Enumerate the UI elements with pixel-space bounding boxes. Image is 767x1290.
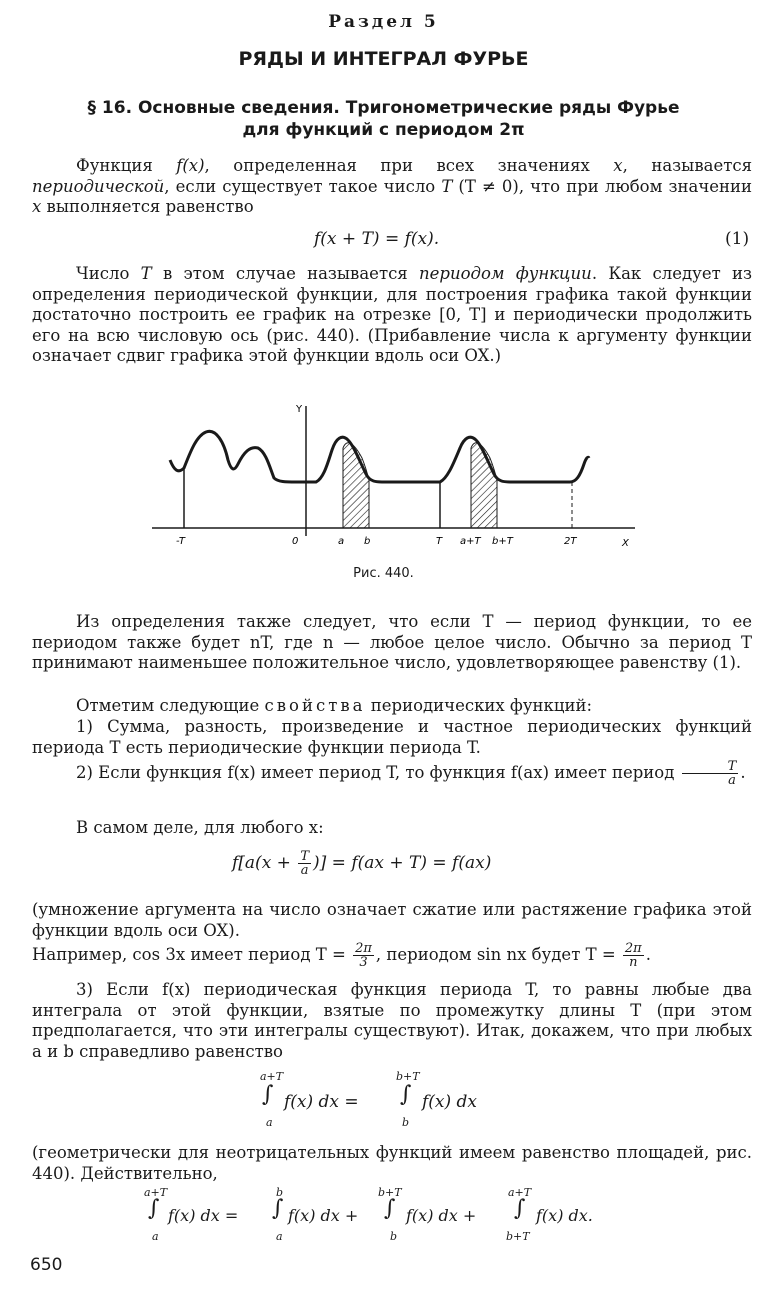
equation-1: f(x + T) = f(x). [314, 229, 440, 249]
property-3: 3) Если f(x) периодическая функция периода T, то равны любые два интеграла от этой функции, взятые по промежутку длины T (при этом предполагается, что эти интегралы существуют). Итак, докажем, что при любых a и b справедливо равенство [32, 980, 752, 1061]
definition-paragraph: Функция f(x), определенная при всех значениях x, называется периодической, если существует такое число T (T ≠ 0), что при любом значении x выполняется равенство [32, 156, 752, 216]
page-number: 650 [30, 1255, 63, 1275]
figure-440 [140, 398, 640, 573]
tick-label: T [436, 536, 443, 547]
term-periodic: периодической [32, 176, 165, 196]
equation-1-number: (1) [725, 229, 750, 249]
equation-2: f[a(x + $\frac{T}{a}$ )] = f(ax + T) = f(ax) [232, 849, 492, 878]
figure-caption: Рис. 440. [353, 566, 414, 581]
property-2: 2) Если функция f(x) имеет период T, то функция f(ax) имеет период $\frac{T}{a}$ . [76, 759, 746, 788]
part-title: РЯДЫ И ИНТЕГРАЛ ФУРЬЕ [238, 48, 529, 70]
term-period: периодом функции [418, 264, 592, 283]
property-1: 1) Сумма, разность, произведение и частное периодических функций периода T есть периодические функции периода T. [32, 717, 752, 757]
period-paragraph: Число T в этом случае называется периодом функции. Как следует из определения периодической функции, для построения графика такой функции достаточно построить ее график на отрезке [0, T] и периодически продолжить его на всю числовую ось (рис. 440). (Прибавление числа к аргументу функции означает сдвиг графика этой функции вдоль оси OX.) [32, 264, 752, 365]
equation-4: a+T ∫ a f(x) dx = b ∫ a f(x) dx + b+T ∫ b f(x) dx + a+T ∫ b+T f(x) dx. [144, 1186, 593, 1243]
tick-label: a+T [460, 536, 481, 547]
x-axis-label: X [622, 538, 629, 549]
equation-3: a+T ∫ a f(x) dx = b+T ∫ b f(x) dx [260, 1070, 478, 1129]
tick-label: b+T [492, 536, 513, 547]
section-heading: Раздел 5 [328, 12, 439, 32]
tick-label: -T [176, 536, 185, 547]
example-paragraph: Например, cos 3x имеет период T = $\frac{2\pi}{3}$ , периодом sin nx будет T = $\frac{2\pi}{n}$ . [32, 941, 651, 970]
tick-label: b [364, 536, 371, 547]
paragraph-title-line1: § 16. Основные сведения. Тригонометрические ряды Фурье [87, 98, 680, 118]
properties-intro: Отметим следующие свойства периодических функций: [76, 696, 593, 715]
function-curve [170, 431, 589, 482]
scaling-remark: (умножение аргумента на число означает сжатие или растяжение графика этой функции вдоль оси OX). [32, 900, 752, 940]
y-axis-label: Y [296, 404, 303, 415]
paragraph-title-line2: для функций с периодом 2π [242, 120, 525, 140]
tick-label: 0 [292, 536, 299, 547]
tick-label: 2T [564, 536, 577, 547]
period-multiple-paragraph: Из определения также следует, что если T — период функции, то ее периодом также будет nT, где n — любое целое число. Обычно за период T принимают наименьшее положительное число, удовлетворяющее равенству (1). [32, 612, 752, 672]
geometric-remark: (геометрически для неотрицательных функций имеем равенство площадей, рис. 440). Действительно, [32, 1143, 752, 1183]
tick-label: a [338, 536, 345, 547]
proof-intro: В самом деле, для любого x: [76, 818, 324, 837]
